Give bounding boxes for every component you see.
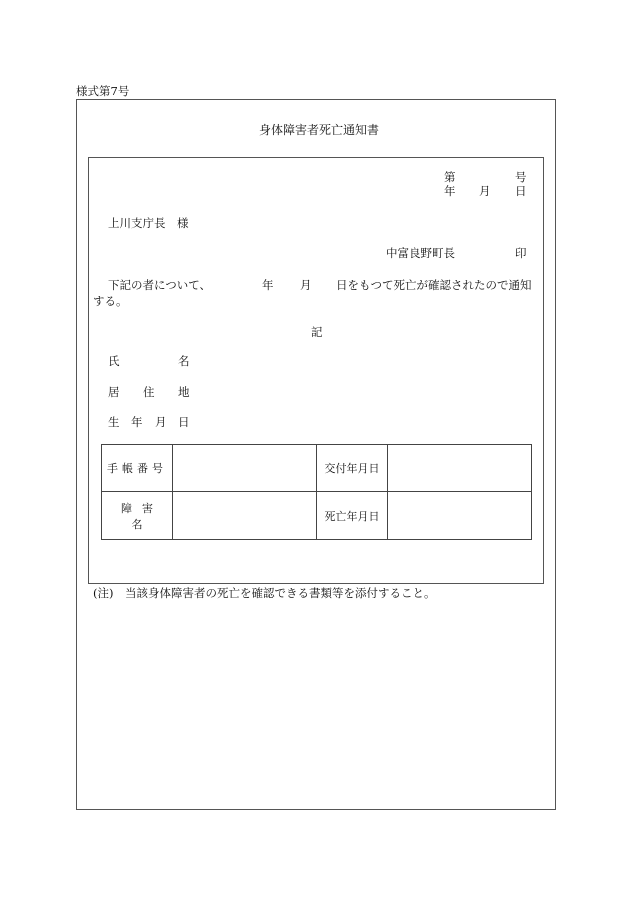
body-month: 月 <box>300 278 312 292</box>
field-name-1: 氏 <box>108 354 120 368</box>
form-number: 様式第7号 <box>76 84 130 98</box>
date-day: 日 <box>515 184 527 198</box>
field-address-2: 住 <box>143 385 155 399</box>
field-birth-4: 日 <box>178 415 190 429</box>
addressee: 上川支庁長 様 <box>108 216 189 230</box>
field-address-3: 地 <box>178 385 190 399</box>
document-title: 身体障害者死亡通知書 <box>259 123 380 137</box>
field-name-2: 名 <box>178 354 190 368</box>
handbook-number-cell[interactable] <box>173 445 317 492</box>
field-birth-3: 月 <box>155 415 167 429</box>
disability-name-label: 障害名 <box>102 492 173 540</box>
body-year: 年 <box>262 278 274 292</box>
field-address-1: 居 <box>108 385 120 399</box>
date-year: 年 <box>444 184 456 198</box>
body-rest: 日をもつて死亡が確認されたので通知 <box>336 278 532 292</box>
body-intro: 下記の者について、 <box>108 278 212 292</box>
ki-heading: 記 <box>311 325 323 339</box>
issue-date-label: 交付年月日 <box>317 445 388 492</box>
doc-number-go: 号 <box>515 170 527 184</box>
death-date-label: 死亡年月日 <box>317 492 388 540</box>
table-row <box>102 492 532 540</box>
body-line2: する。 <box>93 294 128 308</box>
issue-date-cell[interactable] <box>388 445 532 492</box>
table-row <box>102 445 532 492</box>
date-month: 月 <box>479 184 491 198</box>
sender-name: 中富良野町長 <box>386 246 455 260</box>
handbook-number-label: 手帳番号 <box>102 445 173 492</box>
death-date-cell[interactable] <box>388 492 532 540</box>
note-text: (注) 当該身体障害者の死亡を確認できる書類等を添付すること。 <box>93 586 436 600</box>
seal-mark: 印 <box>515 246 527 260</box>
doc-number-dai: 第 <box>444 170 456 184</box>
disability-name-cell[interactable] <box>173 492 317 540</box>
info-table <box>101 444 532 540</box>
field-birth-1: 生 <box>108 415 120 429</box>
field-birth-2: 年 <box>131 415 143 429</box>
